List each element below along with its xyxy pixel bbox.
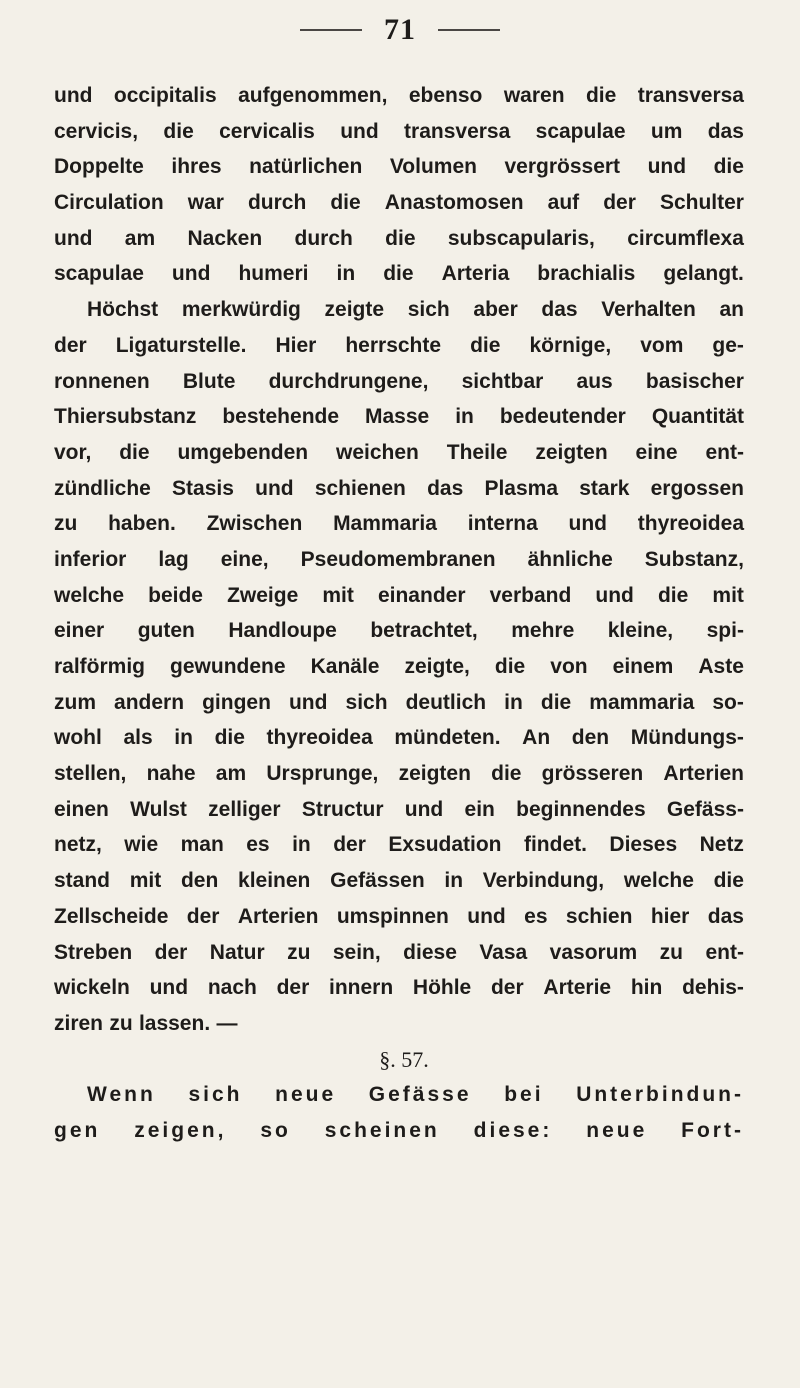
word: hin [630, 976, 663, 1000]
word: Schulter [659, 191, 744, 215]
word: zeigen, [134, 1118, 227, 1142]
word: als [123, 726, 153, 750]
word: zündliche [54, 476, 151, 500]
word: Zwischen [206, 512, 303, 536]
word: mit [129, 869, 162, 893]
word: Zellscheide [54, 904, 169, 928]
word: natürlichen [249, 155, 363, 179]
text-line [54, 149, 744, 185]
text-line [54, 792, 744, 828]
word: die [470, 333, 501, 357]
text-line [54, 114, 744, 150]
word: kleinen [238, 869, 311, 893]
word: Substanz, [644, 547, 744, 571]
word: Gefässen [330, 869, 425, 893]
word: welche [54, 583, 125, 607]
word: wickeln [54, 976, 130, 1000]
word: den [571, 726, 610, 750]
word: zeigte, [404, 655, 470, 678]
word: Volumen [389, 155, 477, 179]
word: innern [329, 976, 394, 1000]
word: Kanäle [310, 655, 380, 678]
word: ge- [712, 333, 744, 357]
word: schienen [314, 476, 406, 500]
word: sich [188, 1083, 243, 1107]
word: ihres [171, 155, 222, 179]
word: beide [148, 583, 203, 607]
word: einem [612, 655, 674, 678]
word: Circulation [54, 191, 164, 215]
word: Thiersubstanz [54, 405, 197, 429]
word: schien [565, 904, 633, 928]
word: ronnenen [54, 369, 150, 393]
word: Handloupe [228, 619, 337, 643]
text-line [54, 685, 744, 721]
word: zeigten [398, 762, 471, 786]
word: Structur [301, 797, 384, 821]
word: umgebenden [177, 440, 309, 464]
word: so- [712, 690, 744, 714]
word: Höchst [87, 298, 159, 322]
text-line [54, 506, 744, 542]
word: die [540, 690, 572, 714]
word: grösseren [541, 762, 644, 786]
word: an [719, 298, 744, 322]
word: es [524, 904, 548, 928]
word: verband [489, 583, 572, 607]
word: findet. [523, 833, 587, 857]
word: Plasma [484, 476, 559, 500]
word: war [187, 191, 224, 215]
body-text [54, 78, 744, 1149]
word: die [657, 583, 689, 607]
word: und [647, 155, 687, 179]
text-line [54, 863, 744, 899]
section-heading: §. 57. [379, 1046, 429, 1072]
word: Natur [209, 940, 265, 964]
word: wie [124, 833, 159, 857]
word: die [713, 155, 744, 179]
word: Höhle [412, 976, 472, 1000]
word: Gefäss- [666, 797, 744, 821]
word: Ligaturstelle. [115, 333, 247, 357]
word: und [568, 512, 608, 536]
word: Verhalten [601, 298, 696, 322]
word: welche [623, 869, 694, 893]
word: und [404, 797, 444, 821]
word: am [124, 226, 156, 250]
word: mammaria [589, 690, 695, 714]
word: der [276, 976, 310, 1000]
word: haben. [108, 512, 176, 536]
word: gen [54, 1118, 101, 1142]
section-text-line [54, 1113, 744, 1149]
word: eine, [220, 547, 269, 571]
word: vor, [54, 440, 92, 464]
word: inferior [54, 547, 127, 571]
word: Arterien [237, 904, 319, 928]
text-line [54, 292, 744, 328]
word: ziren [54, 1011, 104, 1035]
word: guten [137, 619, 195, 643]
word: Mündungs- [630, 726, 744, 750]
word: Wulst [130, 797, 187, 821]
word: kleine, [607, 619, 674, 643]
word: das [427, 476, 464, 500]
word: betrachtet, [370, 619, 478, 643]
header-dash-left [300, 29, 362, 31]
word: der [333, 833, 366, 857]
word: wohl [54, 726, 102, 750]
word: Wenn [87, 1083, 156, 1107]
word: occipitalis [113, 84, 217, 107]
page-header [0, 10, 800, 50]
word: stellen, [54, 762, 127, 786]
text-line [54, 756, 744, 792]
word: — [216, 1011, 238, 1035]
word: Vasa [479, 940, 528, 964]
word: transversa [404, 119, 511, 143]
word: transversa [637, 84, 744, 107]
word: ralförmig [54, 655, 146, 678]
text-line [54, 935, 744, 971]
word: auf [547, 191, 580, 215]
word: Arterien [663, 762, 744, 786]
word: Ursprunge, [266, 762, 379, 786]
word: Exsudation [388, 833, 502, 857]
word: Mammaria [333, 512, 437, 536]
word: Gefässe [368, 1083, 472, 1107]
word: Dieses [609, 833, 678, 857]
word: Theile [446, 440, 508, 464]
word: der [154, 940, 188, 964]
text-line [54, 649, 744, 685]
word: andern [114, 690, 185, 714]
text-line [54, 578, 744, 614]
word: zu [659, 940, 683, 964]
word: nahe [146, 762, 196, 786]
word: zu [109, 1011, 133, 1035]
word: durch [294, 226, 353, 250]
word: hier [650, 904, 690, 928]
word: Doppelte [54, 155, 144, 179]
word: dehis- [682, 976, 744, 1000]
word: und [54, 84, 93, 107]
word: die [119, 440, 150, 464]
word: lassen. [138, 1011, 211, 1035]
text-line [54, 78, 744, 114]
word: diese [403, 940, 457, 964]
text-line [54, 364, 744, 400]
word: bestehende [222, 405, 340, 429]
word: zu [287, 940, 311, 964]
word: zu [54, 512, 78, 536]
word: mit [322, 583, 354, 607]
word: die [491, 762, 522, 786]
word: eine [635, 440, 678, 464]
word: zeigten [535, 440, 608, 464]
word: und [595, 583, 634, 607]
word: gelangt. [663, 262, 744, 286]
word: umspinnen [336, 904, 449, 928]
word: um [650, 119, 683, 143]
word: stand [54, 869, 111, 893]
word: die [385, 226, 416, 250]
word: körnige, [529, 333, 612, 357]
text-line [54, 720, 744, 756]
word: einer [54, 619, 105, 643]
word: und [54, 226, 93, 250]
word: das [707, 119, 744, 143]
word: Unterbindun- [576, 1083, 744, 1107]
word: scapulae [54, 262, 144, 286]
word: scheinen [324, 1118, 440, 1142]
word: ergossen [650, 476, 744, 500]
word: aufgenommen, [238, 84, 388, 107]
word: die [214, 726, 245, 750]
word: die [383, 262, 414, 286]
word: die [585, 84, 617, 107]
word: gingen [202, 690, 271, 714]
word: basischer [645, 369, 744, 393]
word: ein [464, 797, 495, 821]
word: aus [576, 369, 613, 393]
word: die [713, 869, 744, 893]
word: ent- [705, 940, 744, 964]
header-dash-right [438, 29, 500, 31]
word: Nacken [187, 226, 263, 250]
word: humeri [238, 262, 309, 286]
word: merkwürdig [181, 298, 301, 322]
word: mehre [511, 619, 575, 643]
word: scapulae [535, 119, 626, 143]
word: neue [586, 1118, 648, 1142]
word: zeigte [324, 298, 385, 322]
word: den [180, 869, 219, 893]
word: mit [712, 583, 744, 607]
word: sichtbar [461, 369, 544, 393]
word: herrschte [345, 333, 442, 357]
word: das [541, 298, 578, 322]
word: der [490, 976, 524, 1000]
word: An [522, 726, 551, 750]
word: mündeten. [394, 726, 501, 750]
word: der [603, 191, 636, 215]
word: waren [503, 84, 565, 107]
word: es [246, 833, 270, 857]
word: Verbindung, [482, 869, 605, 893]
text-line [54, 471, 744, 507]
text-line [54, 435, 744, 471]
word: thyreoidea [637, 512, 744, 536]
page-number: 71 [384, 13, 416, 46]
word: thyreoidea [266, 726, 373, 750]
word: vom [640, 333, 684, 357]
word: spi- [706, 619, 744, 643]
word: und [340, 119, 379, 143]
word: interna [467, 512, 538, 536]
word: zelliger [208, 797, 281, 821]
text-line [54, 970, 744, 1006]
word: einander [377, 583, 466, 607]
word: in [444, 869, 464, 893]
word: Aste [698, 655, 744, 678]
text-line [54, 1006, 744, 1042]
word: Pseudomembranen [300, 547, 496, 571]
text-line [54, 185, 744, 221]
word: diese: [473, 1118, 553, 1142]
word: Arteria [441, 262, 510, 286]
text-line [54, 256, 744, 292]
word: durchdrungene, [268, 369, 429, 393]
word: und [467, 904, 506, 928]
word: stark [579, 476, 630, 500]
word: und [149, 976, 189, 1000]
word: in [504, 690, 523, 714]
section-text-line [54, 1077, 744, 1113]
word: vergrössert [504, 155, 621, 179]
word: der [186, 904, 220, 928]
word: in [292, 833, 311, 857]
word: Streben [54, 940, 133, 964]
word: subscapularis, [447, 226, 595, 250]
word: Stasis [172, 476, 234, 500]
word: von [550, 655, 588, 678]
word: die [494, 655, 526, 678]
word: die [163, 119, 194, 143]
text-line [54, 542, 744, 578]
word: Arterie [543, 976, 612, 1000]
word: in [336, 262, 356, 286]
word: neue [275, 1083, 337, 1107]
word: so [260, 1118, 291, 1142]
word: Quantität [651, 405, 744, 429]
text-line [54, 899, 744, 935]
word: circumflexa [627, 226, 744, 250]
word: Blute [182, 369, 236, 393]
word: Netz [699, 833, 744, 857]
word: cervicalis [219, 119, 315, 143]
text-line [54, 827, 744, 863]
word: deutlich [405, 690, 487, 714]
text-line [54, 221, 744, 257]
word: einen [54, 797, 109, 821]
word: aber [473, 298, 518, 322]
word: lag [158, 547, 189, 571]
word: die [330, 191, 361, 215]
word: man [180, 833, 224, 857]
word: in [174, 726, 193, 750]
word: vasorum [549, 940, 638, 964]
word: ähnliche [527, 547, 613, 571]
text-line [54, 328, 744, 364]
word: das [707, 904, 744, 928]
word: und [288, 690, 328, 714]
word: beginnendes [516, 797, 646, 821]
word: weichen [336, 440, 419, 464]
word: Zweige [227, 583, 299, 607]
word: Masse [365, 405, 430, 429]
word: durch [247, 191, 307, 215]
word: gewundene [170, 655, 286, 678]
word: und [255, 476, 294, 500]
word: in [455, 405, 474, 429]
word: netz, [54, 833, 102, 857]
text-line [54, 399, 744, 435]
word: Fort- [681, 1118, 744, 1142]
word: Anastomosen [384, 191, 524, 215]
word: und [171, 262, 211, 286]
word: bei [504, 1083, 544, 1107]
text-line [54, 613, 744, 649]
word: am [215, 762, 247, 786]
word: sich [345, 690, 388, 714]
word: cervicis, [54, 119, 139, 143]
word: ent- [705, 440, 744, 464]
word: bedeutender [499, 405, 626, 429]
word: zum [54, 690, 96, 714]
word: Hier [275, 333, 317, 357]
word: ebenso [408, 84, 483, 107]
word: brachialis [537, 262, 636, 286]
word: nach [207, 976, 257, 1000]
word: sich [407, 298, 450, 322]
word: der [54, 333, 87, 357]
word: sein, [332, 940, 381, 964]
